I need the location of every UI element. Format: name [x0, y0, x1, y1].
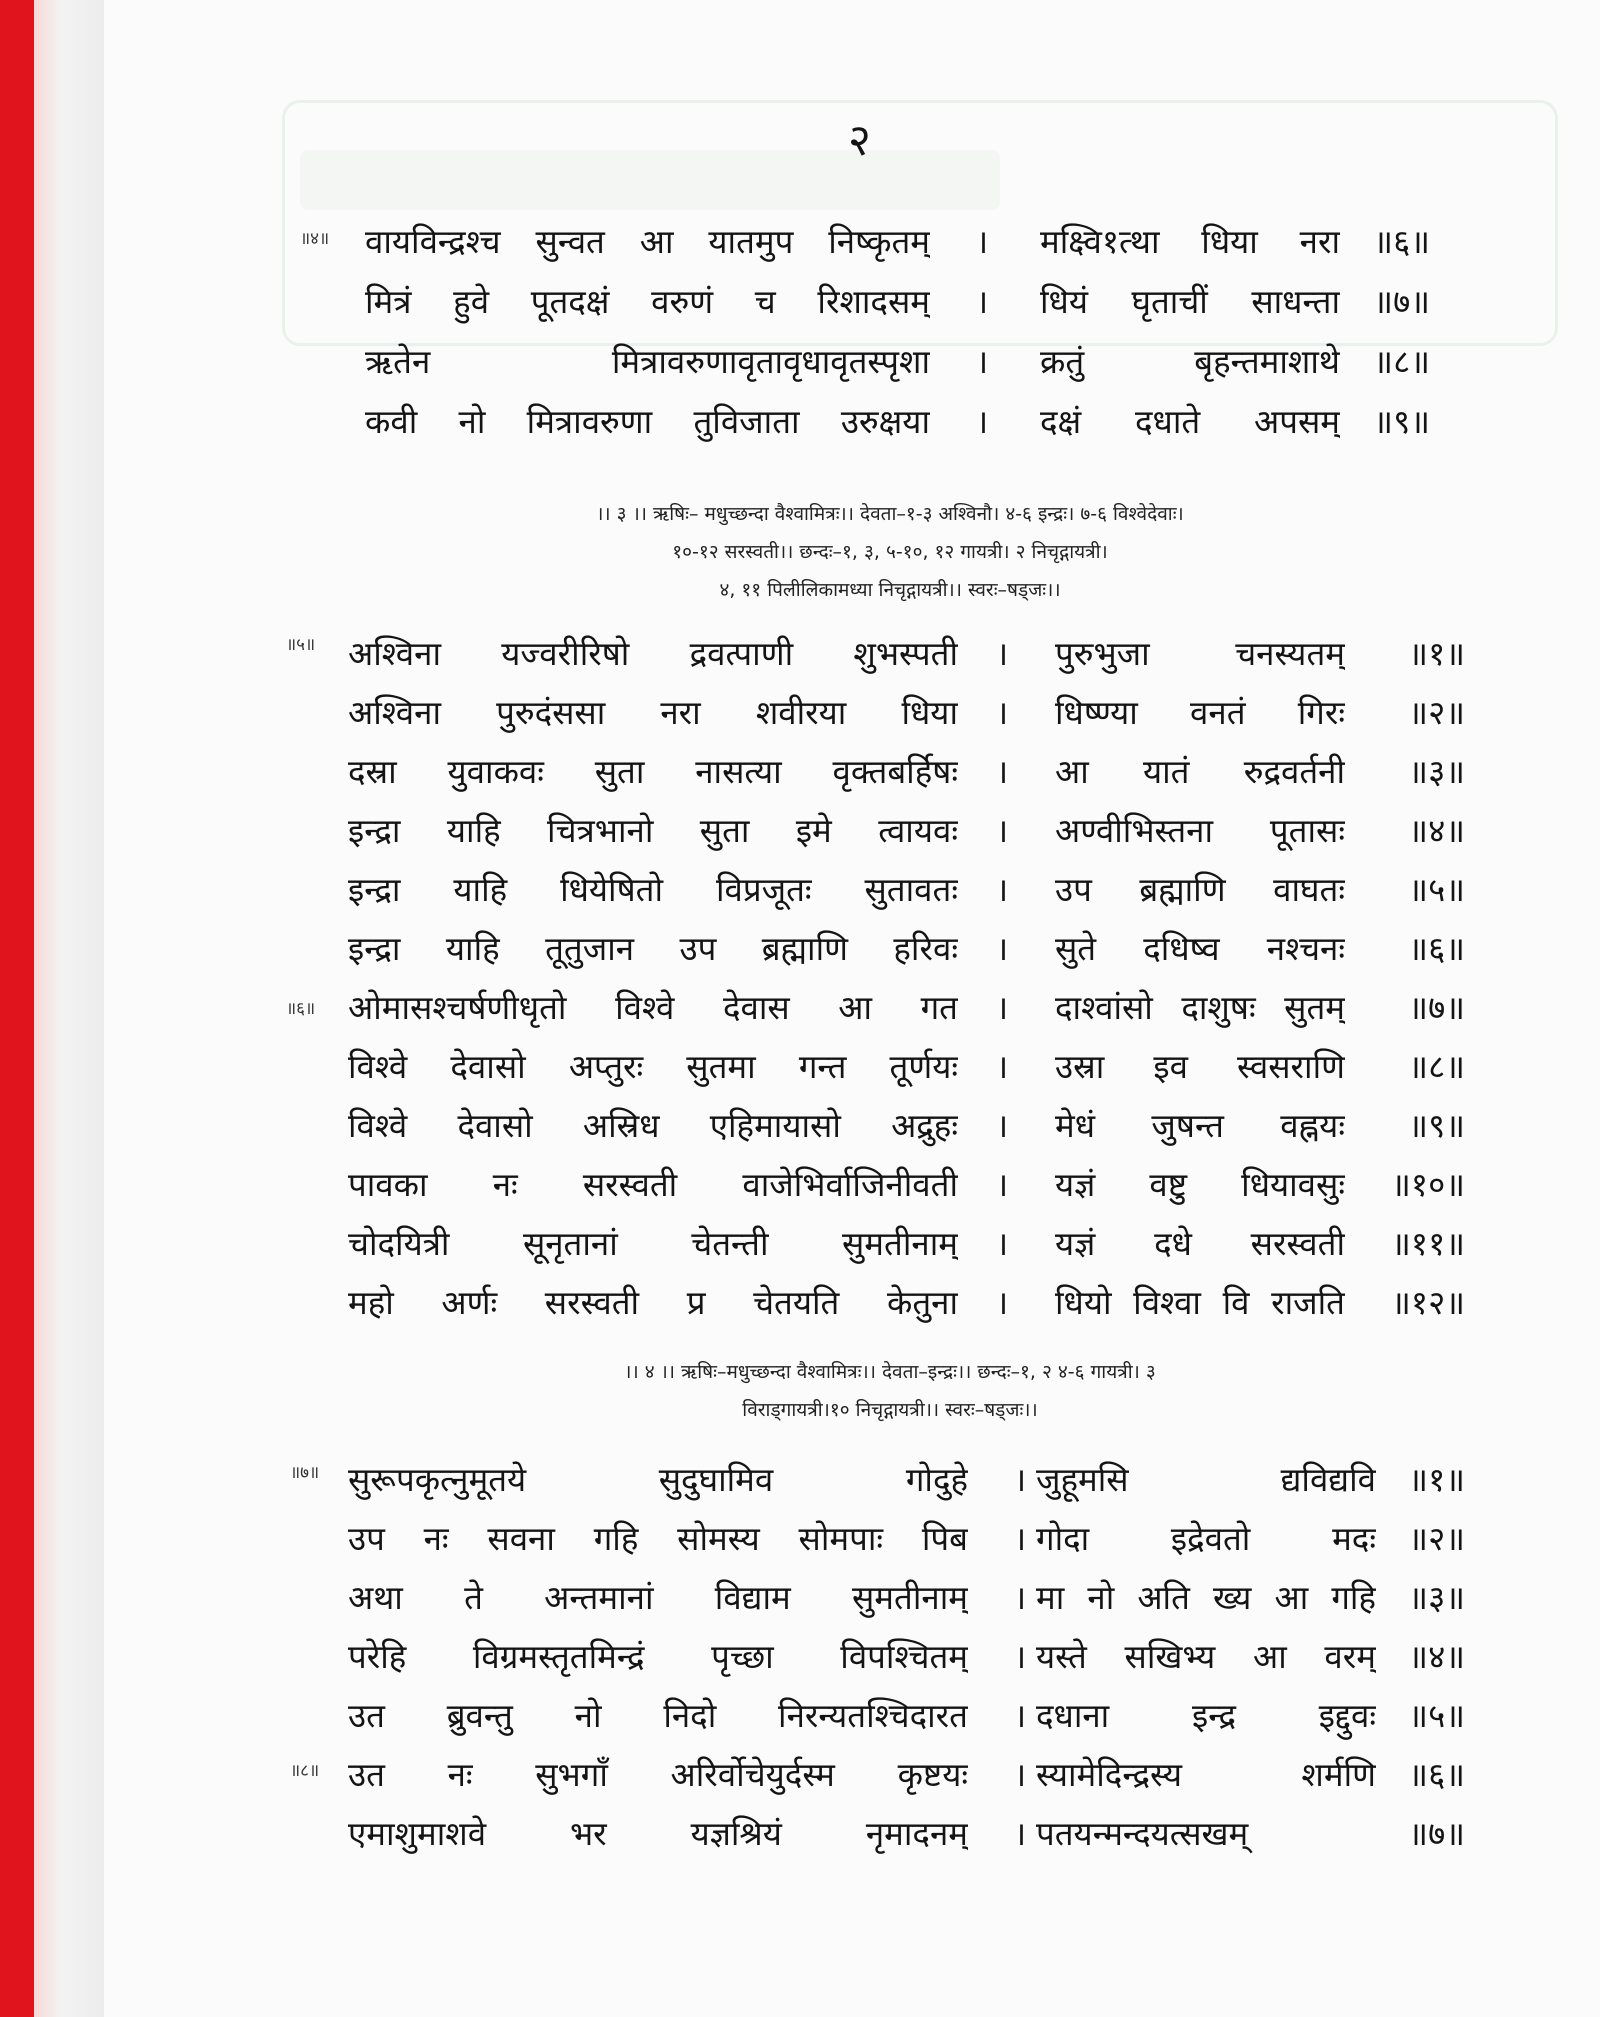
- first-half-verse: महो अर्णः सरस्वती प्र चेतयति केतुना: [348, 1283, 958, 1322]
- first-half-verse: वायविन्द्रश्च सुन्वत आ यातमुप निष्कृतम्: [365, 222, 930, 261]
- verse-line: [0, 394, 1600, 450]
- rishi-devata-line: ।। ३ ।। ऋषिः– मधुच्छन्दा वैश्वामित्रः।। देवता–१-३ अश्विनौ। ४-६ इन्द्रः। ७-६ विश्वेदेवाः।: [596, 503, 1184, 525]
- verse-line: [0, 685, 1600, 741]
- danda-separator: ।: [1013, 1519, 1027, 1558]
- first-half-verse: पावका नः सरस्वती वाजेभिर्वाजिनीवती: [348, 1165, 958, 1204]
- second-half-verse: स्यामेदिन्द्रस्य शर्मणि: [1036, 1755, 1376, 1794]
- second-half-verse: दाश्वांसो दाशुषः सुतम्: [1055, 988, 1345, 1027]
- verse-line: [0, 1629, 1600, 1685]
- verse-line: [0, 1275, 1600, 1331]
- verse-number: ॥४॥: [1408, 811, 1465, 850]
- verse-line: [0, 1452, 1600, 1508]
- danda-separator: ।: [1013, 1814, 1027, 1853]
- danda-separator: ।: [995, 1047, 1009, 1086]
- verse-number: ॥३॥: [1408, 752, 1465, 791]
- first-half-verse: अथा ते अन्तमानां विद्याम सुमतीनाम्: [348, 1578, 968, 1617]
- verse-number: ॥८॥: [1408, 1047, 1465, 1086]
- verse-number: ॥३॥: [1408, 1578, 1465, 1617]
- danda-separator: ।: [995, 1106, 1009, 1145]
- second-half-verse: पतयन्मन्दयत्सखम्: [1036, 1814, 1249, 1853]
- first-half-verse: उप नः सवना गहि सोमस्य सोमपाः पिब: [348, 1519, 968, 1558]
- danda-separator: ।: [975, 282, 989, 321]
- second-half-verse: धियो विश्वा वि राजति: [1055, 1283, 1345, 1322]
- second-half-verse: धियं घृताचीं साधन्ता: [1040, 282, 1340, 321]
- verse-number: ॥१०॥: [1391, 1165, 1465, 1204]
- first-half-verse: अश्विना पुरुदंससा नरा शवीरया धिया: [348, 693, 958, 732]
- verse-line: [0, 1688, 1600, 1744]
- danda-separator: ।: [995, 752, 1009, 791]
- first-half-verse: विश्वे देवासो अस्रिध एहिमायासो अद्रुहः: [348, 1106, 958, 1145]
- danda-separator: ।: [1013, 1578, 1027, 1617]
- danda-separator: ।: [1013, 1637, 1027, 1676]
- verse-number: ॥५॥: [1408, 1696, 1465, 1735]
- verse-line: [0, 1039, 1600, 1095]
- verse-line: [0, 214, 1600, 270]
- verse-number: ॥४॥: [1408, 1637, 1465, 1676]
- verse-line: [0, 1098, 1600, 1154]
- first-half-verse: एमाशुमाशवे भर यज्ञश्रियं नृमादनम्: [348, 1814, 968, 1853]
- second-half-verse: पुरुभुजा चनस्यतम्: [1055, 634, 1345, 673]
- verse-number: ॥९॥: [1408, 1106, 1465, 1145]
- svara-line: विराड्गायत्री।१० निचृद्गायत्री।। स्वरः–षड्जः।।: [742, 1399, 1038, 1421]
- danda-separator: ।: [995, 988, 1009, 1027]
- second-half-verse: यज्ञं वष्टु धियावसुः: [1055, 1165, 1345, 1204]
- first-half-verse: ओमासश्चर्षणीधृतो विश्वे देवास आ गत: [348, 988, 958, 1027]
- verse-group-marker: ॥६॥: [286, 999, 316, 1019]
- verse-number: ॥१॥: [1408, 1460, 1465, 1499]
- second-half-verse: आ यातं रुद्रवर्तनी: [1055, 752, 1345, 791]
- danda-separator: ।: [995, 634, 1009, 673]
- danda-separator: ।: [975, 402, 989, 441]
- danda-separator: ।: [995, 693, 1009, 732]
- verse-line: [0, 1570, 1600, 1626]
- verse-line: [0, 803, 1600, 859]
- verse-line: [0, 1216, 1600, 1272]
- danda-separator: ।: [1013, 1696, 1027, 1735]
- second-half-verse: सुते दधिष्व नश्चनः: [1055, 929, 1345, 968]
- verse-number: ॥१२॥: [1391, 1283, 1465, 1322]
- first-half-verse: मित्रं हुवे पूतदक्षं वरुणं च रिशादसम्: [365, 282, 930, 321]
- first-half-verse: उत नः सुभगाँ अरिर्वोचेयुर्दस्म कृष्टयः: [348, 1755, 968, 1794]
- verse-group-marker: ॥८॥: [290, 1761, 320, 1781]
- verse-line: [0, 921, 1600, 977]
- first-half-verse: परेहि विग्रमस्तृतमिन्द्रं पृच्छा विपश्चितम्: [348, 1637, 968, 1676]
- first-half-verse: उत ब्रुवन्तु नो निदो निरन्यतश्चिदारत: [348, 1696, 968, 1735]
- second-half-verse: मा नो अति ख्य आ गहि: [1036, 1578, 1376, 1617]
- first-half-verse: अश्विना यज्वरीरिषो द्रवत्पाणी शुभस्पती: [348, 634, 958, 673]
- second-half-verse: यस्ते सखिभ्य आ वरम्: [1036, 1637, 1376, 1676]
- verse-line: [0, 1511, 1600, 1567]
- verse-line: [0, 980, 1600, 1036]
- verse-number: ॥६॥: [1408, 929, 1465, 968]
- chhanda-line: १०-१२ सरस्वती।। छन्दः–१, ३, ५-१०, १२ गायत्री। २ निचृद्गायत्री।: [672, 541, 1108, 563]
- second-half-verse: यज्ञं दधे सरस्वती: [1055, 1224, 1345, 1263]
- first-half-verse: इन्द्रा याहि चित्रभानो सुता इमे त्वायवः: [348, 811, 958, 850]
- danda-separator: ।: [995, 1283, 1009, 1322]
- verse-number: ॥२॥: [1408, 1519, 1465, 1558]
- second-half-verse: गोदा इद्रेवतो मदः: [1036, 1519, 1376, 1558]
- verse-line: [0, 744, 1600, 800]
- second-half-verse: दधाना इन्द्र इद्दुवः: [1036, 1696, 1376, 1735]
- second-half-verse: अण्वीभिस्तना पूतासः: [1055, 811, 1345, 850]
- verse-group-marker: ॥४॥: [300, 229, 330, 249]
- verse-number: ॥५॥: [1408, 870, 1465, 909]
- danda-separator: ।: [975, 222, 989, 261]
- danda-separator: ।: [995, 870, 1009, 909]
- verse-line: [0, 1806, 1600, 1862]
- first-half-verse: दस्रा युवाकवः सुता नासत्या वृक्तबर्हिषः: [348, 752, 958, 791]
- danda-separator: ।: [995, 1224, 1009, 1263]
- verse-number: ॥११॥: [1391, 1224, 1465, 1263]
- first-half-verse: चोदयित्री सूनृतानां चेतन्ती सुमतीनाम्: [348, 1224, 958, 1263]
- verse-number: ॥८॥: [1373, 342, 1430, 381]
- verse-number: ॥७॥: [1408, 988, 1465, 1027]
- verse-number: ॥६॥: [1408, 1755, 1465, 1794]
- verse-group-marker: ॥७॥: [290, 1463, 320, 1483]
- verse-group-marker: ॥५॥: [286, 635, 316, 655]
- second-half-verse: उप ब्रह्माणि वाघतः: [1055, 870, 1345, 909]
- verse-number: ॥२॥: [1408, 693, 1465, 732]
- page-number: २: [848, 115, 871, 166]
- second-half-verse: मेधं जुषन्त वह्नयः: [1055, 1106, 1345, 1145]
- danda-separator: ।: [1013, 1755, 1027, 1794]
- second-half-verse: क्रतुं बृहन्तमाशाथे: [1040, 342, 1340, 381]
- rishi-devata-line: ।। ४ ।। ऋषिः–मधुच्छन्दा वैश्वामित्रः।। देवता–इन्द्रः।। छन्दः–१, २ ४-६ गायत्री। ३: [624, 1361, 1156, 1383]
- danda-separator: ।: [1013, 1460, 1027, 1499]
- second-half-verse: उस्रा इव स्वसराणि: [1055, 1047, 1345, 1086]
- verse-number: ॥७॥: [1408, 1814, 1465, 1853]
- first-half-verse: ऋतेन मित्रावरुणावृतावृधावृतस्पृशा: [365, 342, 930, 381]
- first-half-verse: इन्द्रा याहि धियेषितो विप्रजूतः सुतावतः: [348, 870, 958, 909]
- first-half-verse: इन्द्रा याहि तूतुजान उप ब्रह्माणि हरिवः: [348, 929, 958, 968]
- second-half-verse: मक्ष्वि१त्था धिया नरा: [1040, 222, 1340, 261]
- verse-line: [0, 1747, 1600, 1803]
- danda-separator: ।: [975, 342, 989, 381]
- danda-separator: ।: [995, 1165, 1009, 1204]
- second-half-verse: दक्षं दधाते अपसम्: [1040, 402, 1340, 441]
- first-half-verse: विश्वे देवासो अप्तुरः सुतमा गन्त तूर्णयः: [348, 1047, 958, 1086]
- danda-separator: ।: [995, 811, 1009, 850]
- verse-line: [0, 334, 1600, 390]
- verse-line: [0, 1157, 1600, 1213]
- bleed-through-band: [300, 150, 1000, 210]
- svara-line: ४, ११ पिलीलिकामध्या निचृद्गायत्री।। स्वरः–षड्जः।।: [719, 579, 1061, 601]
- verse-number: ॥१॥: [1408, 634, 1465, 673]
- verse-line: [0, 626, 1600, 682]
- verse-line: [0, 274, 1600, 330]
- second-half-verse: धिष्ण्या वनतं गिरः: [1055, 693, 1345, 732]
- verse-line: [0, 862, 1600, 918]
- verse-number: ॥७॥: [1373, 282, 1430, 321]
- verse-number: ॥९॥: [1373, 402, 1430, 441]
- second-half-verse: जुहूमसि द्यविद्यवि: [1036, 1460, 1376, 1499]
- first-half-verse: कवी नो मित्रावरुणा तुविजाता उरुक्षया: [365, 402, 930, 441]
- first-half-verse: सुरूपकृत्नुमूतये सुदुघामिव गोदुहे: [348, 1460, 968, 1499]
- verse-number: ॥६॥: [1373, 222, 1430, 261]
- danda-separator: ।: [995, 929, 1009, 968]
